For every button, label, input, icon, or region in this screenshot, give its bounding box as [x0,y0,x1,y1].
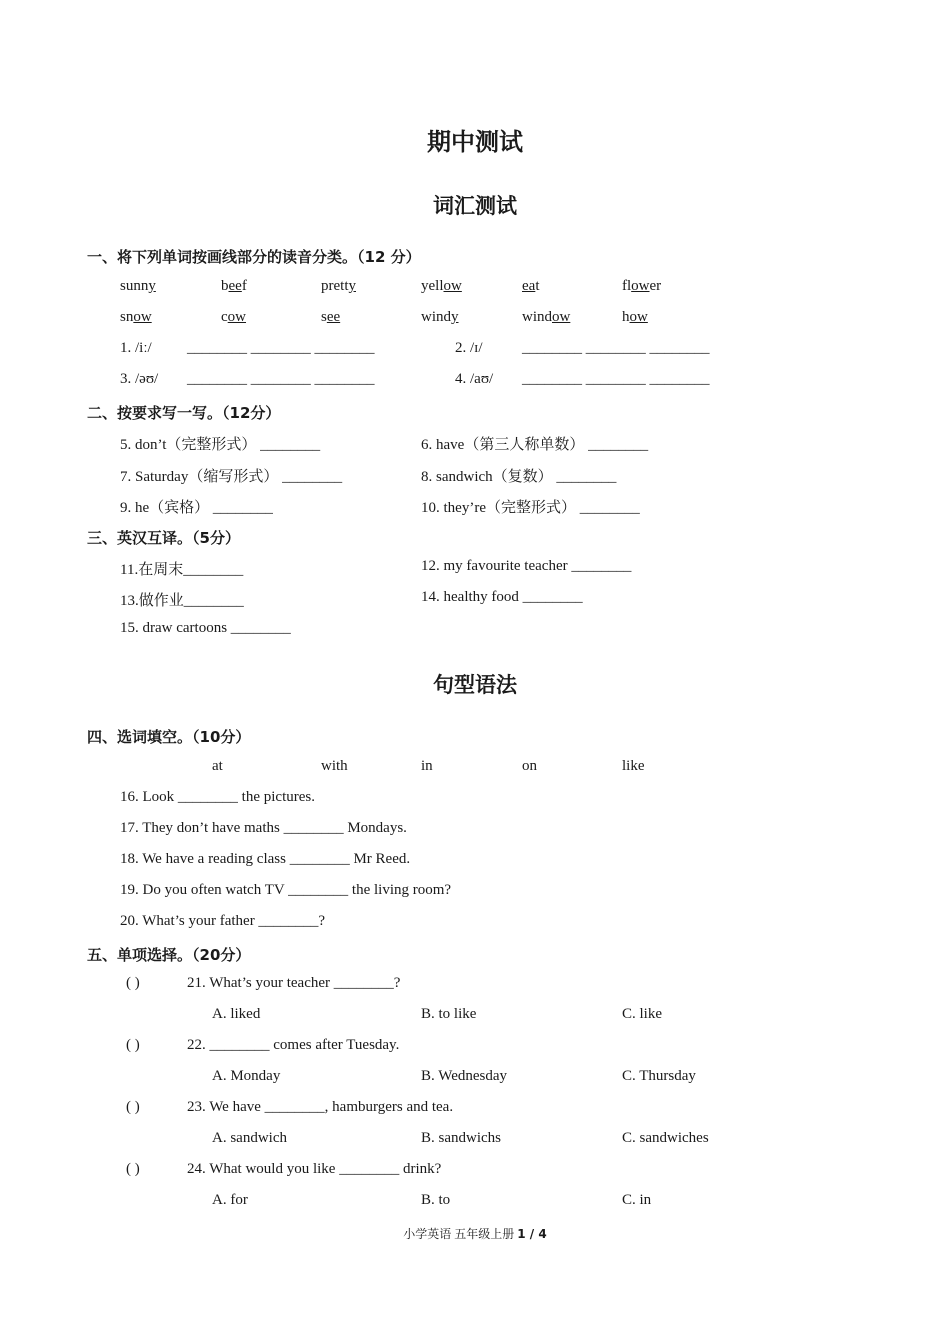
answer-blanks-2: ________ ________ ________ [522,340,710,356]
phonics-word: how [622,309,648,325]
phonics-word: cow [221,309,247,325]
answer-blanks-3: ________ ________ ________ [187,371,375,387]
option-b: B. sandwichs [421,1130,501,1146]
option-c: C. like [622,1006,662,1022]
question-11: 11.在周末________ [120,562,244,578]
phonics-word: sunny [120,278,156,294]
question-5: 5. don’t（完整形式） ________ [120,437,321,453]
section-4-heading: 四、选词填空。（10分） [87,728,251,746]
answer-blanks-1: ________ ________ ________ [187,340,375,356]
option-a: A. Monday [212,1068,281,1084]
question-13: 13.做作业________ [120,593,244,609]
question-6: 6. have（第三人称单数） ________ [421,437,649,453]
option-b: B. to [421,1192,451,1208]
phonics-word: window [522,309,571,325]
footer-text: 小学英语 五年级上册 [403,1227,518,1241]
grammar-section-title: 句型语法 [433,673,517,697]
question-12: 12. my favourite teacher ________ [421,558,632,574]
page-number: 1 / 4 [517,1227,547,1241]
question-3: 3. /əʊ/ [120,371,159,387]
word-bank-in: in [421,758,433,774]
word-bank-on: on [522,758,537,774]
question-17: 17. They don’t have maths ________ Mondays. [120,820,407,836]
question-24: 24. What would you like ________ drink? [187,1161,442,1177]
option-a: A. liked [212,1006,261,1022]
phonics-word: beef [221,278,247,294]
phonics-word: snow [120,309,152,325]
question-15: 15. draw cartoons ________ [120,620,291,636]
question-8: 8. sandwich（复数） ________ [421,469,617,485]
question-9: 9. he（宾格） ________ [120,500,273,516]
section-2-heading: 二、按要求写一写。（12分） [87,404,281,422]
question-21: 21. What’s your teacher ________? [187,975,401,991]
section-5-heading: 五、单项选择。（20分） [87,946,251,964]
question-20: 20. What’s your father ________? [120,913,326,929]
page-footer [0,1225,950,1242]
answer-bracket: ( ) [126,1037,140,1053]
question-1: 1. /iː/ [120,340,152,356]
question-14: 14. healthy food ________ [421,589,583,605]
phonics-word: eat [522,278,540,294]
question-7: 7. Saturday（缩写形式） ________ [120,469,343,485]
question-4: 4. /aʊ/ [455,371,494,387]
page-title: 期中测试 [427,130,523,156]
answer-bracket: ( ) [126,1099,140,1115]
option-a: A. sandwich [212,1130,287,1146]
option-c: C. Thursday [622,1068,696,1084]
section-3-heading: 三、英汉互译。（5分） [87,529,240,547]
answer-blanks-4: ________ ________ ________ [522,371,710,387]
question-2: 2. /ɪ/ [455,340,483,356]
option-b: B. Wednesday [421,1068,508,1084]
phonics-word: pretty [321,278,356,294]
option-c: C. in [622,1192,652,1208]
question-19: 19. Do you often watch TV ________ the living room? [120,882,452,898]
question-23: 23. We have ________, hamburgers and tea. [187,1099,454,1115]
word-bank-like: like [622,758,645,774]
vocab-section-title: 词汇测试 [433,194,517,218]
word-bank-with: with [321,758,348,774]
option-a: A. for [212,1192,248,1208]
section-1-heading: 一、将下列单词按画线部分的读音分类。（12 分） [87,248,421,266]
question-18: 18. We have a reading class ________ Mr Reed. [120,851,411,867]
phonics-word: yellow [421,278,462,294]
answer-bracket: ( ) [126,1161,140,1177]
option-b: B. to like [421,1006,477,1022]
question-10: 10. they’re（完整形式） ________ [421,500,640,516]
phonics-word: windy [421,309,459,325]
phonics-word: flower [622,278,662,294]
question-16: 16. Look ________ the pictures. [120,789,315,805]
answer-bracket: ( ) [126,975,140,991]
word-bank-at: at [212,758,223,774]
phonics-word: see [321,309,341,325]
option-c: C. sandwiches [622,1130,709,1146]
question-22: 22. ________ comes after Tuesday. [187,1037,400,1053]
